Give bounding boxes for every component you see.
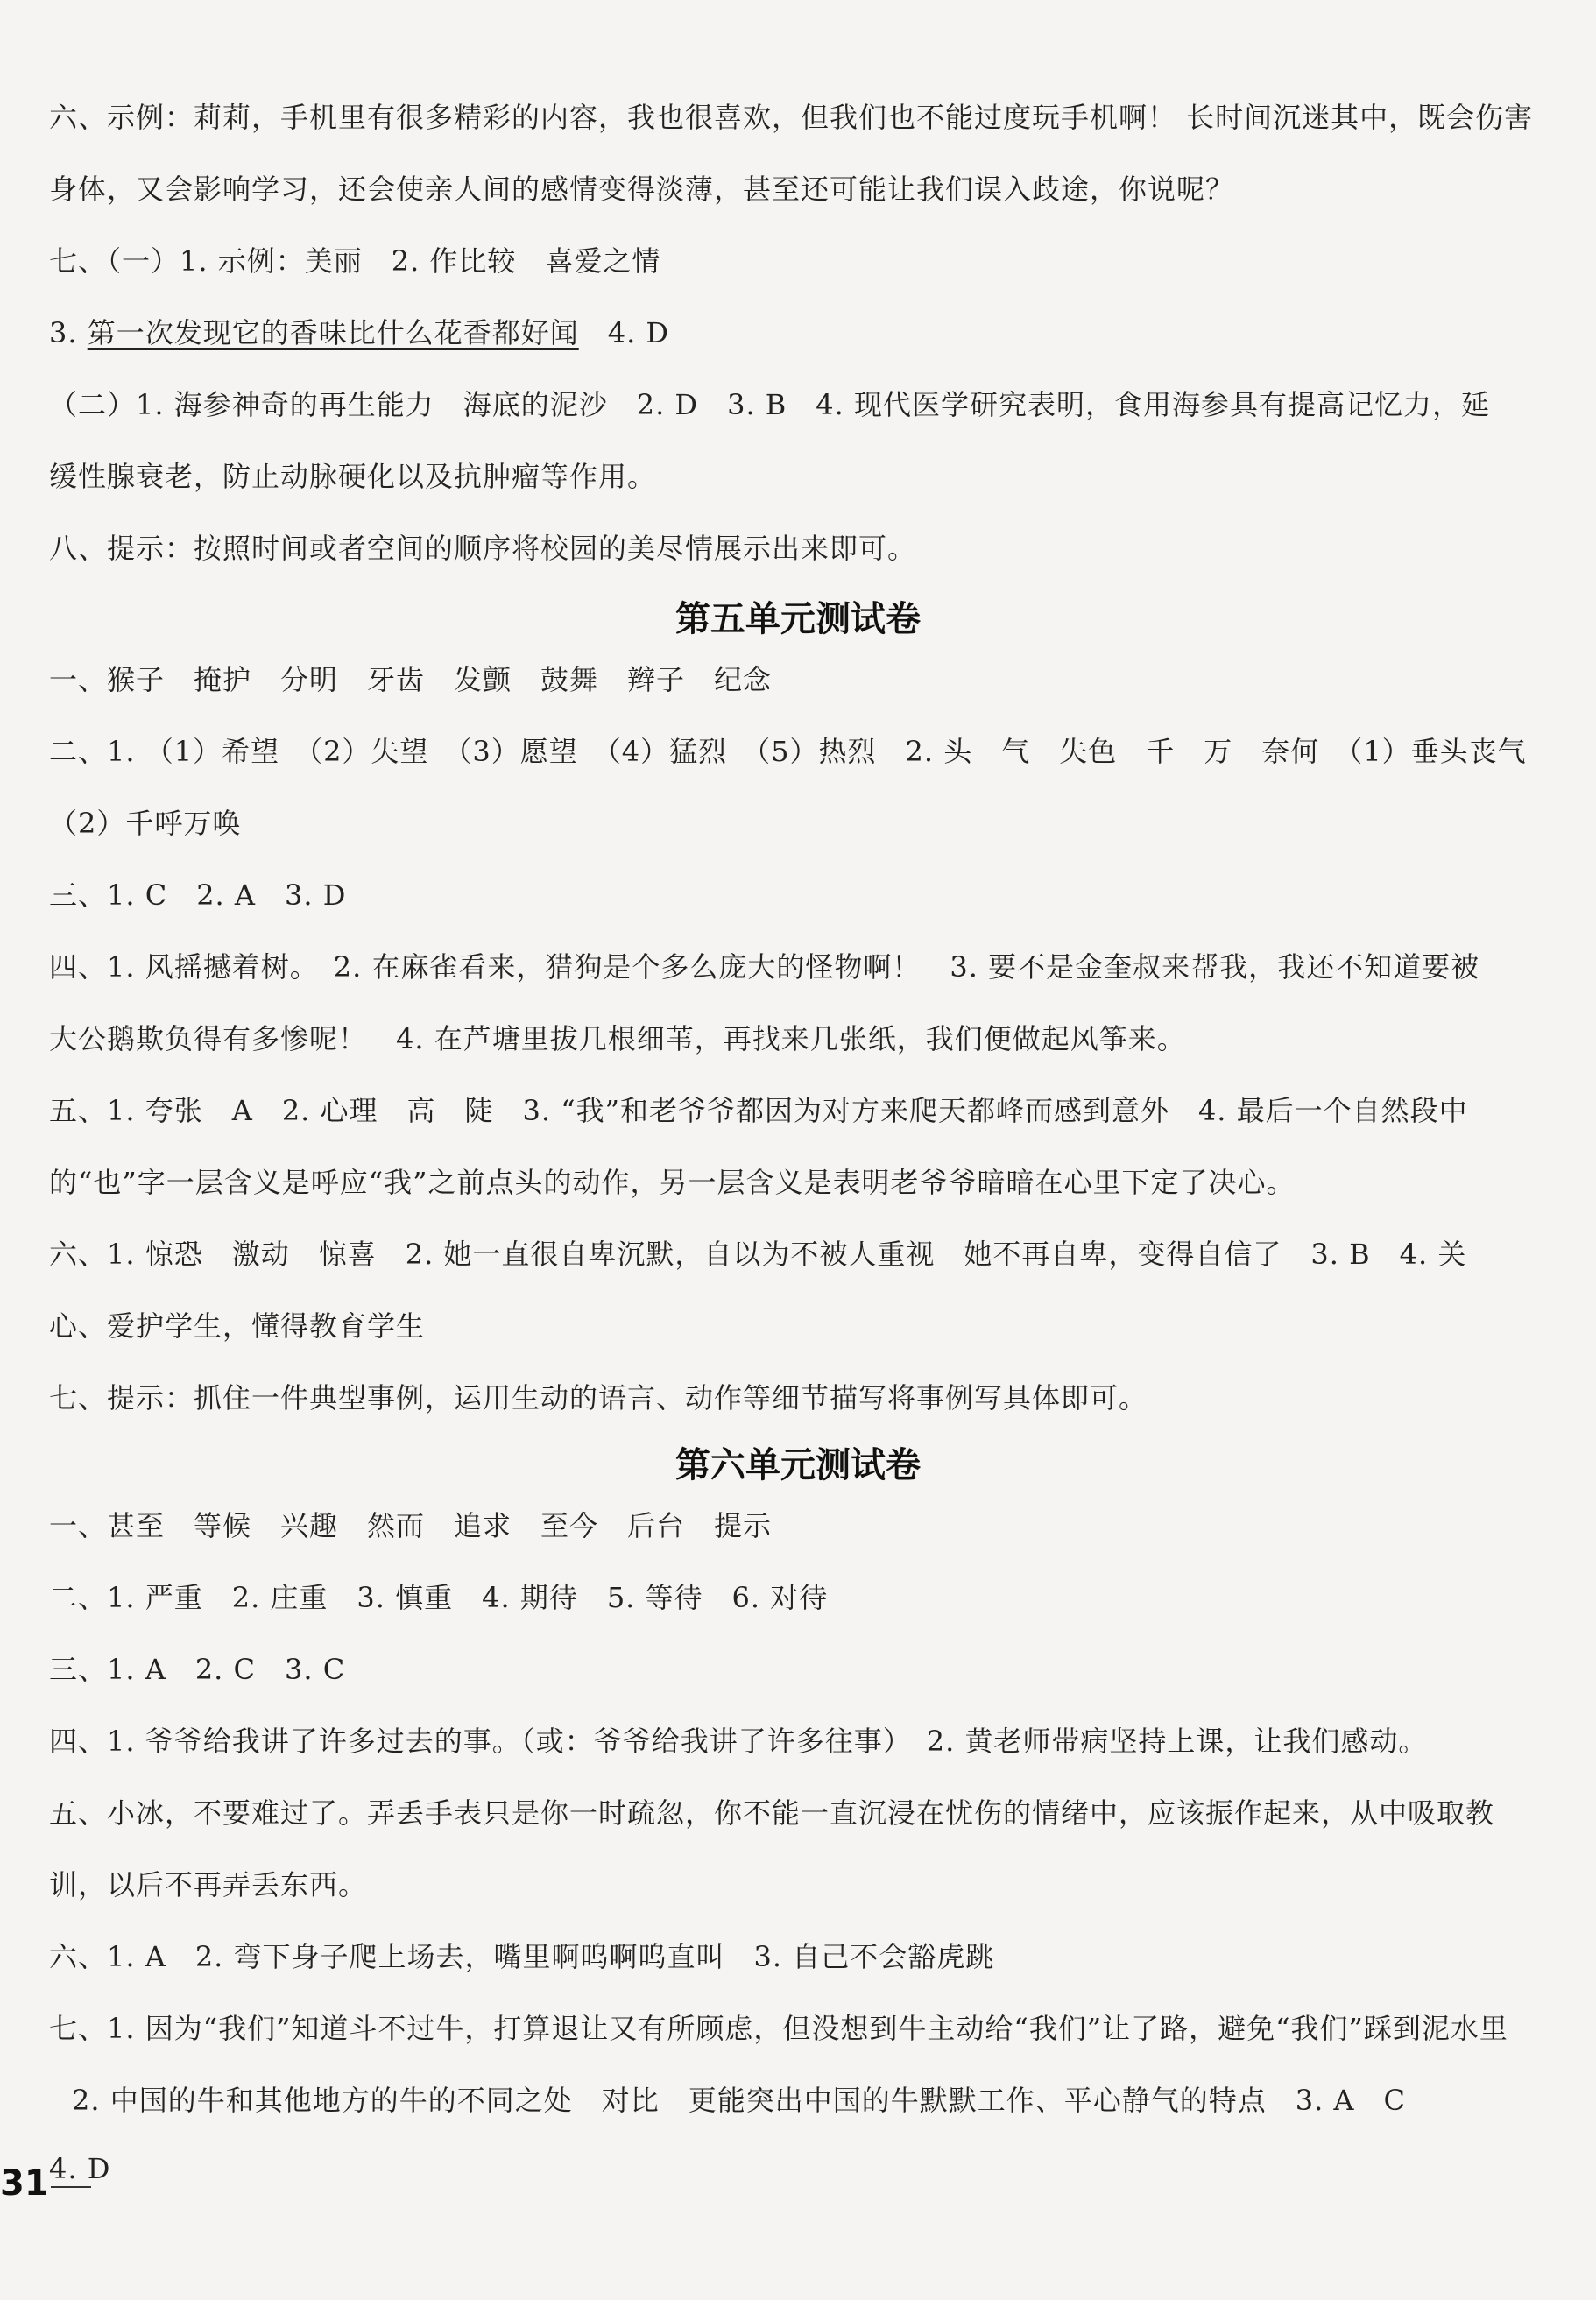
answer-line: （二）1. 海参神奇的再生能力 海底的泥沙 2. D 3. B 4. 现代医学研究表明，食用海参具有提高记忆力，延 <box>49 388 1490 421</box>
answer-line: 三、1. C 2. A 3. D <box>49 878 347 912</box>
answer-line: 身体，又会影响学习，还会使亲人间的感情变得淡薄，甚至还可能让我们误入歧途，你说呢？ <box>49 173 1235 206</box>
answer-line: 二、1. （1）希望 （2）失望 （3）愿望 （4）猛烈 （5）热烈 2. 头 气 失色 千 万 奈何 （1）垂头丧气 <box>49 735 1527 768</box>
answer-line: 的“也”字一层含义是呼应“我”之前点头的动作，另一层含义是表明老爷爷暗暗在心里下定了决心。 <box>49 1166 1296 1199</box>
section-title-unit-5: 第五单元测试卷 <box>675 599 921 639</box>
answer-line: 4. D <box>49 2152 111 2185</box>
answer-line: 七、（一）1. 示例：美丽 2. 作比较 喜爱之情 <box>49 244 661 278</box>
answer-line: 五、小冰，不要难过了。弄丢手表只是你一时疏忽，你不能一直沉浸在忧伤的情绪中，应该振作起来，从中吸取教 <box>49 1796 1495 1830</box>
answer-number: 3. <box>49 316 88 349</box>
answer-line: 七、1. 因为“我们”知道斗不过牛，打算退让又有所顾虑，但没想到牛主动给“我们”让了路，避免“我们”踩到泥水里 <box>49 2012 1508 2045</box>
answer-line: 四、1. 风摇撼着树。 2. 在麻雀看来，猎狗是个多么庞大的怪物啊！ 3. 要不是金奎叔来帮我，我还不知道要被 <box>49 950 1480 984</box>
answer-line: 心、爱护学生，懂得教育学生 <box>49 1309 426 1343</box>
answer-line: 五、1. 夸张 A 2. 心理 高 陡 3. “我”和老爷爷都因为对方来爬天都峰而感到意外 4. 最后一个自然段中 <box>49 1094 1468 1127</box>
footer-dash <box>51 2186 91 2188</box>
answer-line: 七、提示：抓住一件典型事例，运用生动的语言、动作等细节描写将事例写具体即可。 <box>49 1381 1148 1415</box>
answer-line: 八、提示：按照时间或者空间的顺序将校园的美尽情展示出来即可。 <box>49 532 917 565</box>
answer-text: 4. D <box>578 316 670 349</box>
answer-line: （2）千呼万唤 <box>49 807 242 840</box>
answer-line: 四、1. 爷爷给我讲了许多过去的事。（或：爷爷给我讲了许多往事） 2. 黄老师带病坚持上课，让我们感动。 <box>49 1725 1428 1758</box>
answer-line: 六、1. A 2. 弯下身子爬上场去，嘴里啊呜啊呜直叫 3. 自己不会豁虎跳 <box>49 1940 995 1973</box>
answer-line <box>49 314 1547 352</box>
answer-line: 三、1. A 2. C 3. C <box>49 1653 346 1686</box>
answer-line: 2. 中国的牛和其他地方的牛的不同之处 对比 更能突出中国的牛默默工作、平心静气的特点 3. A C <box>72 2084 1407 2117</box>
answer-line: 一、甚至 等候 兴趣 然而 追求 至今 后台 提示 <box>49 1509 773 1542</box>
answer-line: 六、1. 惊恐 激动 惊喜 2. 她一直很自卑沉默，自以为不被人重视 她不再自卑，变得自信了 3. B 4. 关 <box>49 1238 1467 1271</box>
page-number: 31 <box>0 2163 49 2204</box>
answer-line: 六、示例：莉莉，手机里有很多精彩的内容，我也很喜欢，但我们也不能过度玩手机啊！ 长时间沉迷其中，既会伤害 <box>49 101 1534 134</box>
answer-line: 二、1. 严重 2. 庄重 3. 慎重 4. 期待 5. 等待 6. 对待 <box>49 1581 829 1614</box>
answer-line: 大公鹅欺负得有多惨呢！ 4. 在芦塘里拔几根细苇，再找来几张纸，我们便做起风筝来。 <box>49 1022 1186 1055</box>
section-title-unit-6: 第六单元测试卷 <box>675 1445 921 1485</box>
answer-line: 一、猴子 掩护 分明 牙齿 发颤 鼓舞 辫子 纪念 <box>49 663 773 696</box>
underlined-answer: 第一次发现它的香味比什么花香都好闻 <box>87 316 579 349</box>
answer-line: 训，以后不再弄丢东西。 <box>49 1868 368 1901</box>
answer-line: 缓性腺衰老，防止动脉硬化以及抗肿瘤等作用。 <box>49 460 657 493</box>
